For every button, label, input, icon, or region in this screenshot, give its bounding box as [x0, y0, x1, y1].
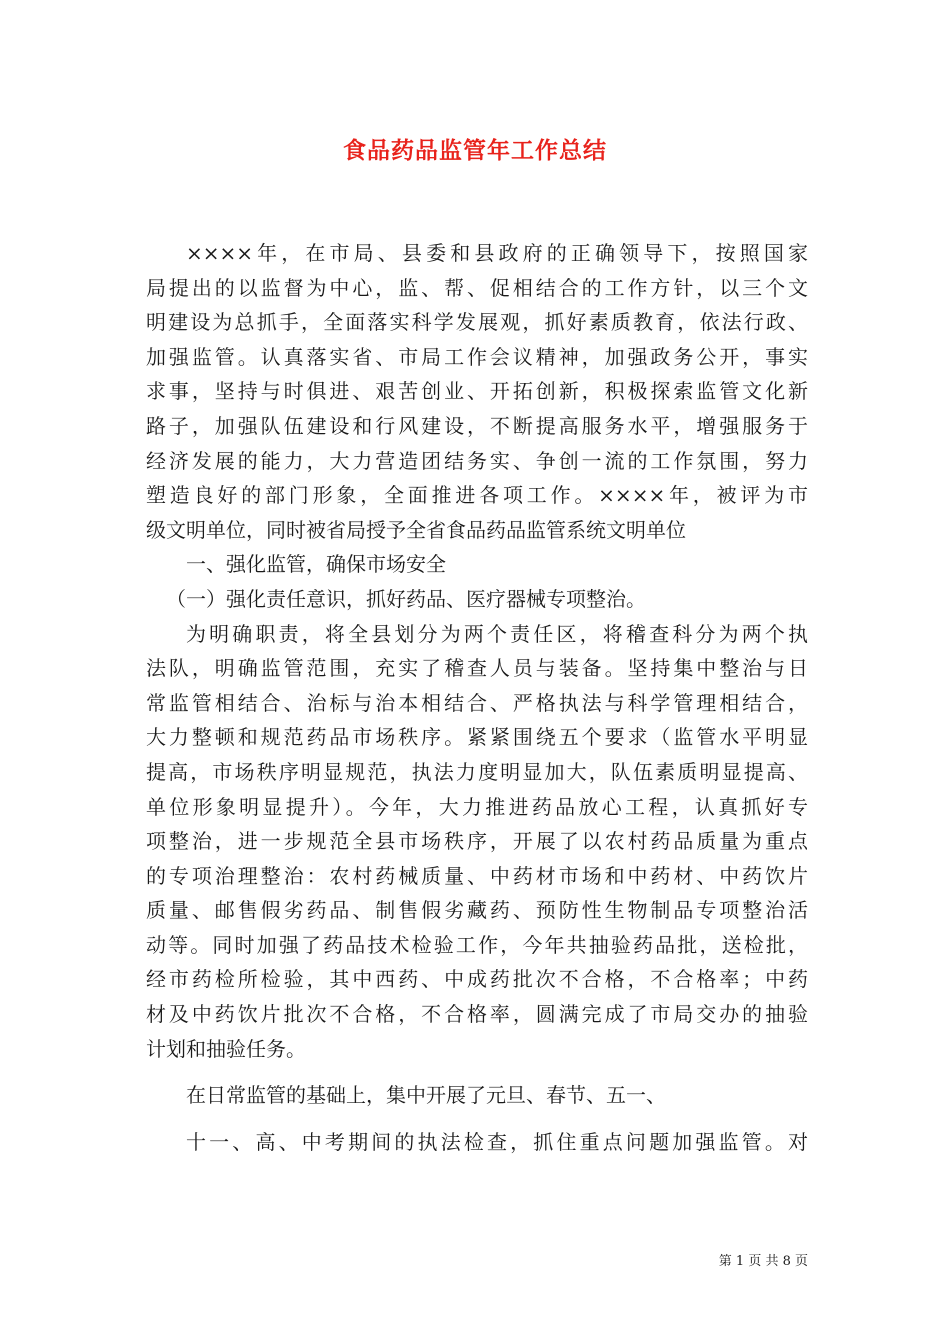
- paragraph-line: 经市药检所检验，其中西药、中成药批次不合格，不合格率；中药: [146, 967, 808, 992]
- paragraph-line: 动等。同时加强了药品技术检验工作，今年共抽验药品批，送检批，: [146, 932, 808, 957]
- paragraph-line: 为明确职责，将全县划分为两个责任区，将稽查科分为两个执: [186, 621, 808, 646]
- paragraph-line: 十一、高、中考期间的执法检查，抓住重点问题加强监管。对: [186, 1129, 808, 1154]
- paragraph-line: 常监管相结合、治标与治本相结合、严格执法与科学管理相结合，: [146, 690, 808, 715]
- page-number: 第 1 页 共 8 页: [718, 1254, 808, 1269]
- paragraph-line: 级文明单位，同时被省局授予全省食品药品监管系统文明单位: [146, 517, 686, 542]
- paragraph-line: 大力整顿和规范药品市场秩序。紧紧围绕五个要求（监管水平明显: [146, 725, 808, 750]
- paragraph-line: 明建设为总抓手，全面落实科学发展观，抓好素质教育，依法行政、: [146, 310, 808, 335]
- paragraph-line: 在日常监管的基础上，集中开展了元旦、春节、五一、: [186, 1083, 666, 1108]
- paragraph-line: 经济发展的能力，大力营造团结务实、争创一流的工作氛围，努力: [146, 448, 808, 473]
- paragraph-line: 求事，坚持与时俱进、艰苦创业、开拓创新，积极探索监管文化新: [146, 379, 808, 404]
- paragraph-line: 局提出的以监督为中心，监、帮、促相结合的工作方针，以三个文: [146, 275, 808, 300]
- paragraph-line: 的专项治理整治：农村药械质量、中药材市场和中药材、中药饮片: [146, 863, 808, 888]
- paragraph-line: 塑造良好的部门形象，全面推进各项工作。××××年，被评为市: [146, 483, 808, 508]
- section-heading: 一、强化监管，确保市场安全: [186, 552, 446, 577]
- paragraph-line: 质量、邮售假劣药品、制售假劣藏药、预防性生物制品专项整治活: [146, 898, 808, 923]
- paragraph-line: 提高，市场秩序明显规范，执法力度明显加大，队伍素质明显提高、: [146, 759, 808, 784]
- paragraph-line: 材及中药饮片批次不合格，不合格率，圆满完成了市局交办的抽验: [146, 1002, 808, 1027]
- document-body: [146, 236, 808, 1159]
- subsection-heading: （一）强化责任意识，抓好药品、医疗器械专项整治。: [166, 586, 646, 611]
- paragraph-line: 加强监管。认真落实省、市局工作会议精神，加强政务公开，事实: [146, 344, 808, 369]
- paragraph-line: 单位形象明显提升）。今年，大力推进药品放心工程，认真抓好专: [146, 794, 808, 819]
- paragraph-line: 计划和抽验任务。: [146, 1036, 306, 1061]
- paragraph-line: 法队，明确监管范围，充实了稽查人员与装备。坚持集中整治与日: [146, 656, 808, 681]
- paragraph-line: 路子，加强队伍建设和行风建设，不断提高服务水平，增强服务于: [146, 413, 808, 438]
- paragraph-line: 项整治，进一步规范全县市场秩序，开展了以农村药品质量为重点: [146, 829, 808, 854]
- page-title: 食品药品监管年工作总结: [343, 138, 607, 164]
- paragraph-line: ××××年，在市局、县委和县政府的正确领导下，按照国家: [186, 241, 808, 265]
